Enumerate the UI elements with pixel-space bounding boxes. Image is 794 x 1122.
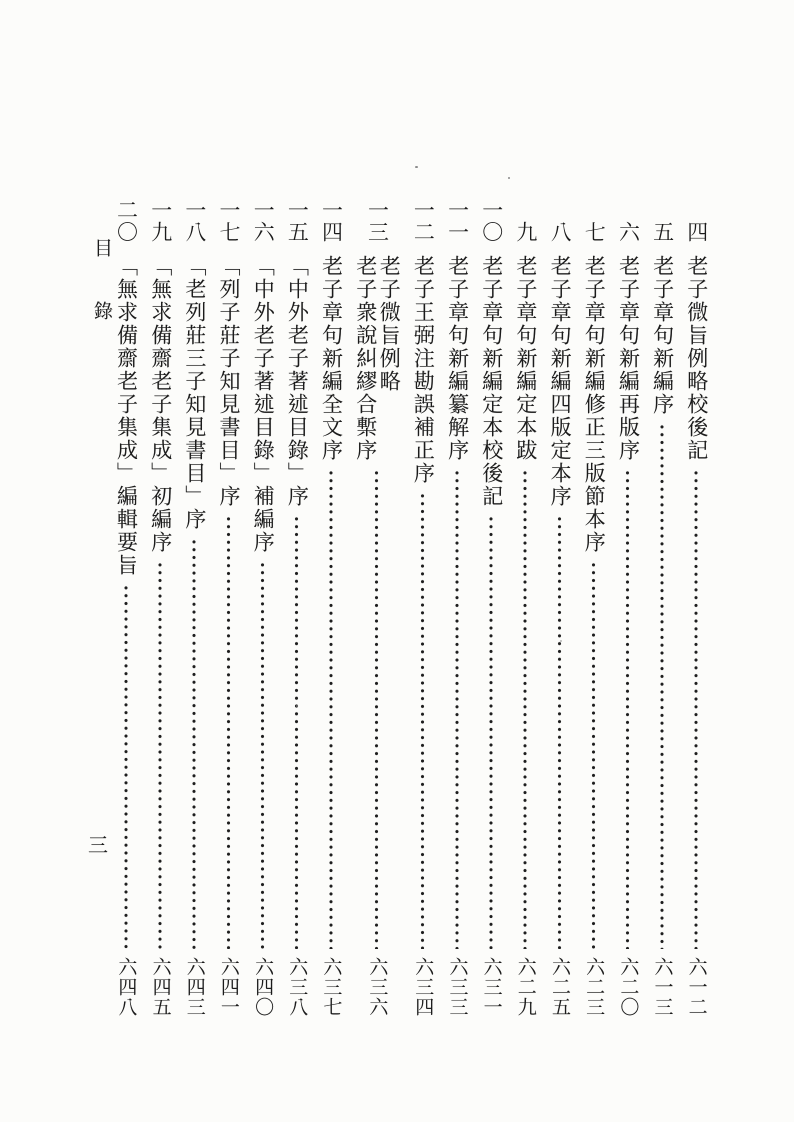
toc-entry (513, 197, 537, 1017)
toc-entry-title (182, 255, 206, 531)
dotted-leader (616, 469, 640, 949)
toc-entry (445, 197, 469, 1017)
toc-entry-title-line: 老子章句新編定本跋 (513, 255, 538, 462)
toc-entry-page: 六四八 (115, 957, 137, 1017)
toc-entry-title (148, 255, 172, 554)
toc-entry-title-line: 老子章句新編序 (650, 255, 675, 416)
toc-entry-number: 九 (513, 221, 538, 243)
toc-entry-title (114, 255, 138, 577)
toc-entry-page: 六二九 (514, 957, 536, 1017)
toc-entry (411, 197, 435, 1017)
toc-entry-title (445, 255, 469, 462)
toc-entry (582, 197, 606, 1017)
toc-entry-title (684, 255, 708, 462)
toc-entry-title-line: 「老列莊三子知見書目」序 (182, 255, 207, 531)
toc-entry (684, 197, 708, 1017)
toc-entry-number: 八 (548, 221, 573, 243)
dotted-leader (411, 492, 435, 949)
dotted-leader (285, 515, 309, 949)
toc-entry-page: 六三三 (446, 957, 468, 1017)
toc-entry-page: 六四一 (217, 957, 239, 1017)
toc-entry-number: 一七 (217, 199, 242, 243)
toc-entry-page: 六四三 (183, 957, 205, 1017)
dotted-leader (148, 561, 172, 949)
dotted-leader (513, 469, 537, 949)
toc-entry (616, 197, 640, 1017)
toc-entry-title-line: 「中外老子著述目錄」補編序 (251, 255, 276, 554)
toc-entry-title (353, 255, 400, 462)
toc-entry-title (251, 255, 275, 554)
toc-entry-number: 一八 (182, 199, 207, 243)
toc-entry-title (479, 255, 503, 508)
toc-entry-title-line: 老子微旨例略 (377, 255, 402, 393)
toc-entry (353, 197, 400, 1017)
toc-entry-title (319, 255, 343, 462)
dotted-leader (582, 561, 606, 949)
toc-entry-title (650, 255, 674, 416)
toc-entry-number: 二〇 (114, 199, 139, 243)
toc-entry-number: 六 (616, 221, 641, 243)
scan-speck (415, 166, 418, 168)
toc-entry-title (548, 255, 572, 508)
toc-entry-page: 六二〇 (617, 957, 639, 1017)
toc-entry-title (217, 255, 241, 508)
dotted-leader (114, 584, 138, 949)
toc-entry-number: 一一 (445, 199, 470, 243)
toc-entry-page: 六三八 (286, 957, 308, 1017)
toc-entry-number: 一六 (251, 199, 276, 243)
toc-entry-title-line: 老子章句新編四版定本序 (548, 255, 573, 508)
toc-entry-page: 六四五 (149, 957, 171, 1017)
toc-entry-title (411, 255, 435, 485)
dotted-leader (548, 515, 572, 949)
toc-entry-title (616, 255, 640, 462)
dotted-leader (319, 469, 343, 949)
toc-entry-title-line: 老子王弼注勘誤補正序 (411, 255, 436, 485)
toc-entry (251, 197, 275, 1017)
scan-speck (560, 640, 562, 642)
toc-entry (182, 197, 206, 1017)
toc-entry-page: 六三六 (366, 957, 388, 1017)
toc-entry-number: 一〇 (479, 199, 504, 243)
toc-entry (479, 197, 503, 1017)
toc-entry-number: 五 (650, 221, 675, 243)
dotted-leader (650, 423, 674, 949)
toc-entry-page: 六三一 (480, 957, 502, 1017)
toc-entry-title-line: 老子章句新編全文序 (319, 255, 344, 462)
toc-entry-title-line: 老子章句新編再版序 (616, 255, 641, 462)
toc-entry-title-line: 老子衆說糾繆合槧序 (353, 255, 378, 462)
toc-entry-title (513, 255, 537, 462)
scan-speck (508, 177, 510, 179)
toc-entry-page: 六三四 (412, 957, 434, 1017)
toc-entry-title-line: 老子微旨例略校後記 (684, 255, 709, 462)
toc-entry (319, 197, 343, 1017)
toc-entry-number: 一二 (411, 199, 436, 243)
toc-entry-number: 四 (684, 221, 709, 243)
toc-entry-page: 六一二 (685, 957, 707, 1017)
toc-entry (114, 197, 138, 1017)
toc-entry-page: 六二三 (583, 957, 605, 1017)
toc-entry-number: 七 (582, 221, 607, 243)
toc-entry-page: 六二五 (548, 957, 570, 1017)
toc-entry-number: 一五 (285, 199, 310, 243)
toc-entry (548, 197, 572, 1017)
dotted-leader (684, 469, 708, 949)
toc-entry-title (582, 255, 606, 554)
toc-entry-title-line: 「中外老子著述目錄」序 (285, 255, 310, 508)
toc-entry-number: 一四 (319, 199, 344, 243)
page-header-title: 目錄 (91, 238, 112, 364)
dotted-leader (217, 515, 241, 949)
dotted-leader (445, 469, 469, 949)
toc-list (114, 197, 708, 1017)
toc-entry-title-line: 老子章句新編修正三版節本序 (582, 255, 607, 554)
dotted-leader (182, 538, 206, 949)
toc-entry-page: 六一三 (651, 957, 673, 1017)
toc-entry-number: 一九 (148, 199, 173, 243)
dotted-leader (479, 515, 503, 949)
toc-entry-page: 六四〇 (252, 957, 274, 1017)
toc-entry (650, 197, 674, 1017)
toc-entry (285, 197, 309, 1017)
dotted-leader (251, 561, 275, 949)
toc-entry-title-line: 老子章句新編定本校後記 (479, 255, 504, 508)
toc-entry-title-line: 「列子莊子知見書目」序 (217, 255, 242, 508)
toc-entry-number: 一三 (365, 199, 390, 243)
toc-entry-title-line: 「無求備齋老子集成」編輯要旨 (114, 255, 139, 577)
toc-entry-page: 六三七 (320, 957, 342, 1017)
dotted-leader (353, 469, 400, 949)
toc-entry-title (285, 255, 309, 508)
toc-entry (148, 197, 172, 1017)
toc-entry (217, 197, 241, 1017)
scan-speck (296, 705, 298, 707)
toc-entry-title-line: 「無求備齋老子集成」初編序 (148, 255, 173, 554)
folio-page-number: 三 (88, 835, 108, 857)
toc-entry-title-line: 老子章句新編纂解序 (445, 255, 470, 462)
